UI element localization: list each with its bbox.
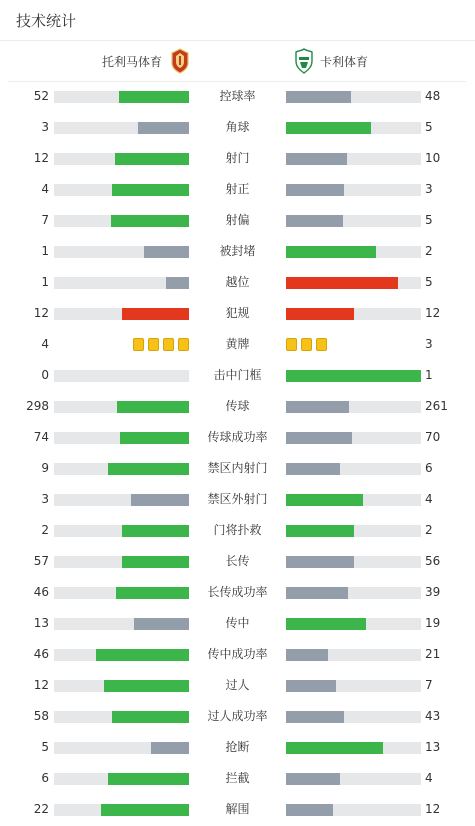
stat-row: [0, 175, 475, 206]
home-bar-fill: [108, 463, 189, 475]
away-value: 12: [425, 306, 441, 320]
home-value: 12: [33, 306, 49, 320]
home-bar-fill: [122, 556, 190, 568]
home-bar-track: [54, 804, 189, 816]
stat-row: [0, 485, 475, 516]
away-value: 2: [425, 523, 433, 537]
stat-label: 解围: [225, 802, 250, 816]
stat-label: 射门: [225, 151, 250, 165]
away-value: 43: [425, 709, 441, 723]
away-bar-fill: [286, 91, 351, 103]
away-value: 48: [425, 89, 441, 103]
away-bar-track: [286, 91, 421, 103]
home-value: 2: [41, 523, 49, 537]
home-bar-fill: [96, 649, 189, 661]
home-bar-fill: [104, 680, 189, 692]
home-value: 5: [41, 740, 49, 754]
stat-label: 门将扑救: [213, 523, 262, 537]
away-bar-fill: [286, 556, 354, 568]
away-value: 4: [425, 771, 433, 785]
away-value: 5: [425, 213, 433, 227]
stat-label: 拦截: [225, 771, 250, 785]
home-bar-track: [54, 556, 189, 568]
home-yellow-cards: [129, 338, 189, 352]
away-bar-track: [286, 649, 421, 661]
home-bar-track: [54, 246, 189, 258]
away-bar-track: [286, 494, 421, 506]
stat-label: 过人: [225, 678, 250, 692]
stat-label: 禁区外射门: [207, 492, 268, 506]
away-bar-track: [286, 587, 421, 599]
home-bar-track: [54, 122, 189, 134]
away-bar-fill: [286, 432, 352, 444]
away-bar-fill: [286, 494, 363, 506]
away-bar-fill: [286, 277, 398, 289]
home-bar-track: [54, 649, 189, 661]
stat-row: [0, 299, 475, 330]
home-bar-fill: [108, 773, 189, 785]
stat-row: [0, 361, 475, 392]
stat-label: 角球: [225, 120, 250, 134]
home-bar-track: [54, 494, 189, 506]
home-bar-track: [54, 587, 189, 599]
stat-row: [0, 578, 475, 609]
stat-row: [0, 640, 475, 671]
teams-header: [0, 41, 475, 81]
away-bar-fill: [286, 122, 371, 134]
stat-label: 抢断: [225, 740, 250, 754]
home-bar-fill: [131, 494, 189, 506]
away-bar-fill: [286, 618, 366, 630]
away-bar-fill: [286, 680, 336, 692]
stat-label: 击中门框: [213, 368, 262, 382]
home-bar-track: [54, 277, 189, 289]
home-value: 12: [33, 678, 49, 692]
away-value: 56: [425, 554, 441, 568]
stat-label: 犯规: [225, 306, 250, 320]
away-value: 39: [425, 585, 441, 599]
home-value: 57: [33, 554, 49, 568]
away-bar-track: [286, 463, 421, 475]
away-value: 10: [425, 151, 441, 165]
away-bar-track: [286, 184, 421, 196]
stat-row: [0, 268, 475, 299]
home-bar-fill: [112, 711, 189, 723]
stat-row: [0, 733, 475, 764]
tolima-crest-icon: [170, 48, 190, 74]
away-value: 70: [425, 430, 441, 444]
home-bar-track: [54, 773, 189, 785]
away-bar-fill: [286, 246, 376, 258]
away-value: 4: [425, 492, 433, 506]
away-team[interactable]: [294, 51, 368, 71]
home-bar-track: [54, 463, 189, 475]
yellow-card-icon: [316, 338, 327, 351]
stat-label: 传球成功率: [207, 430, 268, 444]
home-value: 7: [41, 213, 49, 227]
home-bar-track: [54, 401, 189, 413]
home-bar-track: [54, 215, 189, 227]
away-value: 7: [425, 678, 433, 692]
home-team-name: 托利马体育: [102, 54, 163, 69]
away-value: 12: [425, 802, 441, 816]
away-bar-track: [286, 432, 421, 444]
away-yellow-cards: [286, 338, 331, 352]
away-value: 5: [425, 120, 433, 134]
away-bar-track: [286, 308, 421, 320]
home-bar-fill: [134, 618, 189, 630]
home-bar-fill: [138, 122, 189, 134]
stat-row: [0, 547, 475, 578]
stat-row: [0, 82, 475, 113]
away-value: 261: [425, 399, 448, 413]
home-value: 3: [41, 120, 49, 134]
home-value: 22: [33, 802, 49, 816]
stat-row: [0, 454, 475, 485]
away-bar-track: [286, 680, 421, 692]
away-bar-track: [286, 370, 421, 382]
yellow-card-icon: [178, 338, 189, 351]
home-value: 12: [33, 151, 49, 165]
home-value: 58: [33, 709, 49, 723]
home-bar-track: [54, 184, 189, 196]
stat-label: 禁区内射门: [207, 461, 268, 475]
away-bar-fill: [286, 401, 349, 413]
home-value: 298: [26, 399, 49, 413]
away-bar-track: [286, 804, 421, 816]
home-bar-fill: [112, 184, 189, 196]
stat-label: 被封堵: [219, 244, 256, 258]
stat-row: [0, 764, 475, 795]
home-bar-fill: [144, 246, 189, 258]
home-value: 1: [41, 244, 49, 258]
stat-row: [0, 113, 475, 144]
home-value: 0: [41, 368, 49, 382]
home-value: 1: [41, 275, 49, 289]
stat-label: 传球: [225, 399, 250, 413]
home-value: 13: [33, 616, 49, 630]
away-bar-fill: [286, 184, 344, 196]
away-bar-fill: [286, 215, 343, 227]
away-bar-fill: [286, 649, 328, 661]
deportivo-cali-crest-icon: [294, 48, 314, 74]
stat-label: 黄牌: [225, 337, 250, 351]
away-value: 1: [425, 368, 433, 382]
stat-label: 传中成功率: [207, 647, 268, 661]
away-bar-fill: [286, 525, 354, 537]
stat-label: 过人成功率: [207, 709, 268, 723]
yellow-card-icon: [286, 338, 297, 351]
home-value: 52: [33, 89, 49, 103]
away-bar-track: [286, 618, 421, 630]
home-value: 4: [41, 337, 49, 351]
away-value: 5: [425, 275, 433, 289]
away-bar-track: [286, 153, 421, 165]
away-bar-track: [286, 277, 421, 289]
away-team-name: 卡利体育: [320, 54, 369, 69]
stat-row: [0, 392, 475, 423]
away-bar-track: [286, 525, 421, 537]
home-bar-track: [54, 432, 189, 444]
yellow-card-icon: [133, 338, 144, 351]
away-bar-track: [286, 122, 421, 134]
away-value: 2: [425, 244, 433, 258]
away-bar-fill: [286, 587, 348, 599]
away-bar-track: [286, 711, 421, 723]
home-bar-fill: [122, 525, 190, 537]
home-bar-fill: [111, 215, 189, 227]
away-bar-track: [286, 246, 421, 258]
away-bar-fill: [286, 308, 354, 320]
stat-row: [0, 423, 475, 454]
away-bar-track: [286, 215, 421, 227]
stats-list: [0, 82, 475, 826]
home-bar-track: [54, 370, 189, 382]
away-bar-fill: [286, 742, 383, 754]
away-bar-track: [286, 742, 421, 754]
home-value: 46: [33, 647, 49, 661]
home-value: 9: [41, 461, 49, 475]
stat-label: 传中: [225, 616, 250, 630]
away-value: 3: [425, 337, 433, 351]
home-bar-fill: [166, 277, 189, 289]
home-bar-track: [54, 711, 189, 723]
home-bar-track: [54, 742, 189, 754]
stat-row: [0, 144, 475, 175]
home-bar-fill: [119, 91, 189, 103]
stat-row: [0, 671, 475, 702]
stat-row: [0, 795, 475, 826]
home-value: 46: [33, 585, 49, 599]
away-value: 3: [425, 182, 433, 196]
home-bar-fill: [115, 153, 189, 165]
home-value: 3: [41, 492, 49, 506]
away-bar-fill: [286, 463, 340, 475]
home-bar-track: [54, 153, 189, 165]
away-bar-track: [286, 773, 421, 785]
home-bar-track: [54, 525, 189, 537]
home-value: 4: [41, 182, 49, 196]
stat-label: 射偏: [225, 213, 250, 227]
home-bar-fill: [117, 401, 189, 413]
home-value: 74: [33, 430, 49, 444]
home-bar-fill: [151, 742, 189, 754]
yellow-card-icon: [148, 338, 159, 351]
stat-label: 越位: [225, 275, 250, 289]
away-value: 19: [425, 616, 441, 630]
stat-row: [0, 237, 475, 268]
yellow-card-icon: [163, 338, 174, 351]
stat-row: [0, 609, 475, 640]
away-bar-fill: [286, 370, 421, 382]
home-bar-track: [54, 308, 189, 320]
stat-row: [0, 330, 475, 361]
away-value: 6: [425, 461, 433, 475]
home-value: 6: [41, 771, 49, 785]
away-value: 21: [425, 647, 441, 661]
page-title: 技术统计: [16, 12, 77, 30]
stat-row: [0, 702, 475, 733]
home-bar-track: [54, 91, 189, 103]
stat-row: [0, 516, 475, 547]
home-bar-fill: [116, 587, 189, 599]
home-bar-fill: [122, 308, 190, 320]
away-bar-fill: [286, 153, 347, 165]
away-value: 13: [425, 740, 441, 754]
stat-label: 射正: [225, 182, 250, 196]
away-bar-fill: [286, 773, 340, 785]
away-bar-fill: [286, 804, 333, 816]
home-bar-fill: [120, 432, 189, 444]
home-team[interactable]: [102, 51, 190, 71]
home-bar-track: [54, 618, 189, 630]
away-bar-track: [286, 556, 421, 568]
away-bar-fill: [286, 711, 344, 723]
home-bar-track: [54, 680, 189, 692]
stat-label: 长传成功率: [207, 585, 268, 599]
yellow-card-icon: [301, 338, 312, 351]
stat-label: 控球率: [219, 89, 256, 103]
away-bar-track: [286, 401, 421, 413]
home-bar-fill: [101, 804, 189, 816]
stat-row: [0, 206, 475, 237]
stat-label: 长传: [225, 554, 250, 568]
